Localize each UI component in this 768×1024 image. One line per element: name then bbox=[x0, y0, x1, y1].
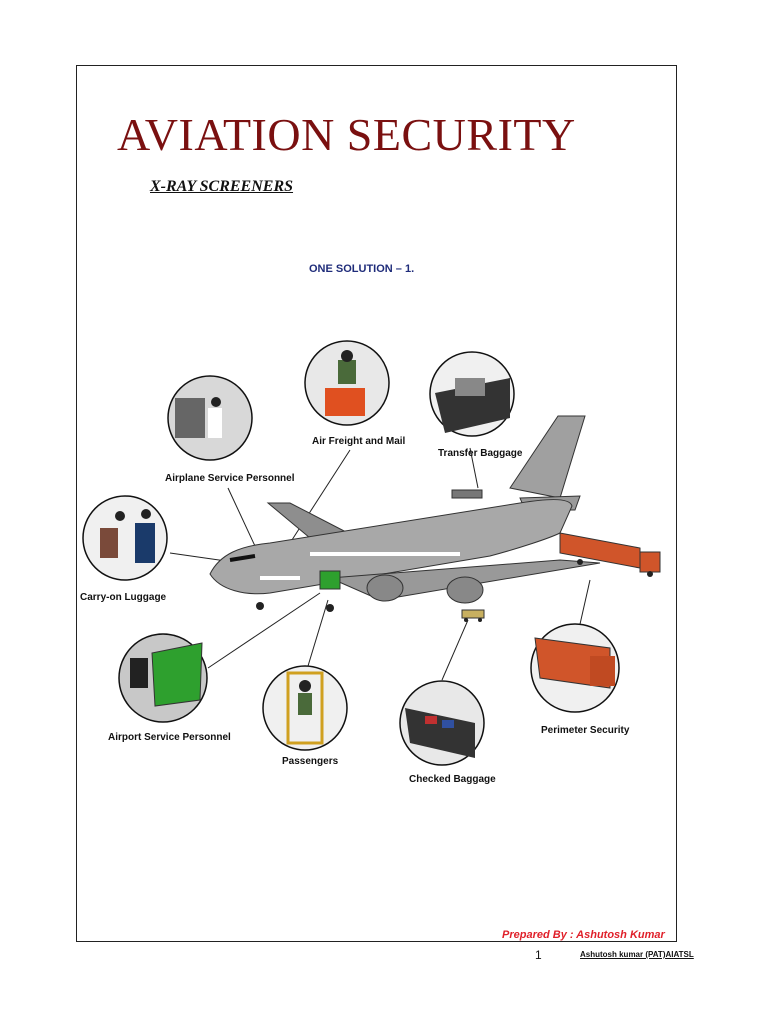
engine-right bbox=[447, 577, 483, 603]
label-air-freight: Air Freight and Mail bbox=[312, 436, 406, 447]
label-transfer-baggage: Transfer Baggage bbox=[438, 448, 523, 459]
green-vehicle bbox=[320, 571, 340, 589]
label-carry-on: Carry-on Luggage bbox=[80, 592, 167, 603]
circle-carry-on bbox=[83, 496, 167, 580]
circle-transfer-baggage bbox=[430, 352, 514, 436]
circle-perimeter bbox=[531, 624, 619, 712]
label-passengers: Passengers bbox=[282, 756, 339, 767]
document-subtitle: X-RAY SCREENERS bbox=[150, 178, 294, 195]
document-title: AVIATION SECURITY bbox=[117, 109, 576, 160]
page-number: 1 bbox=[535, 948, 542, 962]
solution-label: ONE SOLUTION – 1. bbox=[309, 263, 415, 275]
engine-left bbox=[367, 575, 403, 601]
label-perimeter: Perimeter Security bbox=[541, 725, 630, 736]
circle-passengers bbox=[263, 666, 347, 750]
transfer-cart bbox=[452, 490, 482, 498]
prepared-by: Prepared By : Ashutosh Kumar bbox=[502, 929, 665, 941]
baggage-cart bbox=[462, 610, 484, 622]
footer-author: Ashutosh kumar (PAT)AIATSL bbox=[580, 950, 694, 959]
aviation-security-illustration bbox=[80, 338, 680, 798]
truck bbox=[560, 533, 660, 577]
circle-checked-baggage bbox=[400, 681, 484, 765]
circle-airport-service bbox=[119, 634, 207, 722]
label-airport-service: Airport Service Personnel bbox=[108, 732, 231, 743]
label-checked-baggage: Checked Baggage bbox=[409, 774, 496, 785]
circle-airplane-service bbox=[168, 376, 252, 460]
label-airplane-service: Airplane Service Personnel bbox=[165, 473, 295, 484]
circle-air-freight bbox=[305, 341, 389, 425]
